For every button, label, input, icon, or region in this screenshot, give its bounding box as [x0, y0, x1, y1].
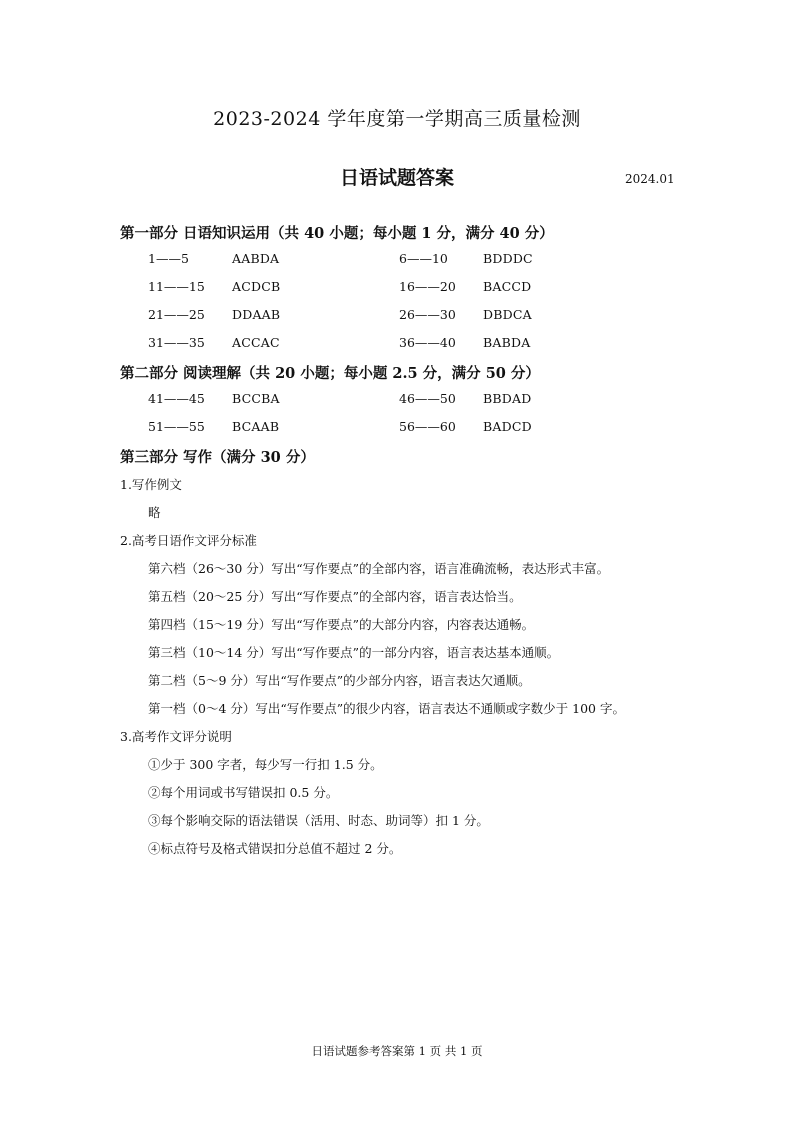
answer-key: BADCD — [483, 419, 532, 434]
grading-note: ②每个用词或书写错误扣 0.5 分。 — [148, 785, 339, 800]
answer-key: BDDDC — [483, 251, 533, 266]
answer-row — [148, 419, 279, 434]
part2-heading: 第二部分 阅读理解（共 20 小题；每小题 2.5 分，满分 50 分） — [120, 365, 540, 382]
page-title: 2023-2024 学年度第一学期高三质量检测 — [213, 108, 581, 130]
answer-row — [399, 251, 533, 266]
question-range: 31——35 — [148, 335, 205, 350]
question-range: 16——20 — [399, 279, 456, 294]
writing-sample-label: 1.写作例文 — [120, 477, 182, 492]
grade-level: 第六档（26～30 分）写出“写作要点”的全部内容，语言准确流畅，表达形式丰富。 — [148, 561, 610, 576]
answer-row — [148, 391, 280, 406]
grading-notes-label: 3.高考作文评分说明 — [120, 729, 232, 744]
answer-row — [399, 419, 532, 434]
grading-note: ④标点符号及格式错误扣分总值不超过 2 分。 — [148, 841, 402, 856]
question-range: 11——15 — [148, 279, 205, 294]
answer-key: ACDCB — [232, 279, 281, 294]
answer-key: BACCD — [483, 279, 532, 294]
grade-level: 第三档（10～14 分）写出“写作要点”的一部分内容，语言表达基本通顺。 — [148, 645, 560, 660]
answer-row — [148, 307, 280, 322]
question-range: 26——30 — [399, 307, 456, 322]
answer-key: AABDA — [232, 251, 280, 266]
answer-key: BCAAB — [232, 419, 280, 434]
grading-note: ①少于 300 字者，每少写一行扣 1.5 分。 — [148, 757, 383, 772]
answer-key: ACCAC — [232, 335, 280, 350]
grade-level: 第四档（15～19 分）写出“写作要点”的大部分内容，内容表达通畅。 — [148, 617, 535, 632]
grade-level: 第一档（0～4 分）写出“写作要点”的很少内容，语言表达不通顺或字数少于 100 字。 — [148, 701, 625, 716]
answer-key: BABDA — [483, 335, 531, 350]
grade-level: 第二档（5～9 分）写出“写作要点”的少部分内容，语言表达欠通顺。 — [148, 673, 531, 688]
question-range: 41——45 — [148, 391, 205, 406]
question-range: 1——5 — [148, 251, 189, 266]
answer-row — [148, 279, 280, 294]
grading-standard-label: 2.高考日语作文评分标准 — [120, 533, 257, 548]
question-range: 36——40 — [399, 335, 456, 350]
grade-level: 第五档（20～25 分）写出“写作要点”的全部内容，语言表达恰当。 — [148, 589, 522, 604]
answer-row — [148, 335, 280, 350]
part1-heading: 第一部分 日语知识运用（共 40 小题；每小题 1 分，满分 40 分） — [120, 225, 554, 242]
answer-key: BBDAD — [483, 391, 532, 406]
writing-sample-content: 略 — [148, 505, 161, 520]
question-range: 6——10 — [399, 251, 448, 266]
answer-row — [399, 279, 531, 294]
answer-key: DBDCA — [483, 307, 532, 322]
answer-row — [148, 251, 279, 266]
answer-key: BCCBA — [232, 391, 280, 406]
question-range: 56——60 — [399, 419, 456, 434]
answer-row — [399, 335, 530, 350]
question-range: 46——50 — [399, 391, 456, 406]
answer-row — [399, 391, 531, 406]
grading-note: ③每个影响交际的语法错误（活用、时态、助词等）扣 1 分。 — [148, 813, 489, 828]
answer-key: DDAAB — [232, 307, 281, 322]
answer-row — [399, 307, 532, 322]
page-footer: 日语试题参考答案第 1 页 共 1 页 — [311, 1044, 483, 1058]
question-range: 21——25 — [148, 307, 205, 322]
exam-date: 2024.01 — [625, 172, 675, 186]
part3-heading: 第三部分 写作（满分 30 分） — [120, 449, 315, 466]
question-range: 51——55 — [148, 419, 205, 434]
page-subtitle: 日语试题答案 — [339, 167, 454, 189]
